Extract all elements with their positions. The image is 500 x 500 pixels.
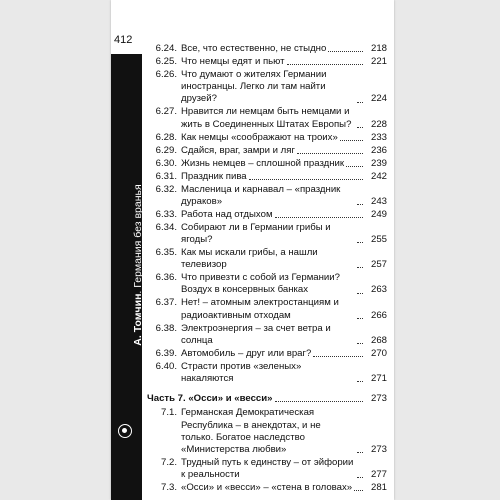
toc-entry-page: 239 <box>370 157 387 169</box>
toc-entry-number: 6.31. <box>155 170 177 182</box>
running-title <box>129 54 147 476</box>
toc-entry-body <box>181 171 387 183</box>
toc-entry-title: Все, что естественно, не стыдно <box>181 43 327 54</box>
toc-entry-number: 6.35. <box>155 247 177 259</box>
leader-dots <box>357 476 363 478</box>
publisher-mark-icon <box>118 424 132 438</box>
running-title-book: Германия без вранья <box>132 184 144 288</box>
toc-entries-list <box>147 43 387 385</box>
toc-entry-number: 7.2. <box>160 457 177 469</box>
toc-entry-page: 249 <box>370 208 387 220</box>
running-title-author: А. Томчин <box>132 293 144 346</box>
toc-entry <box>147 43 387 55</box>
part-heading-label: Часть 7. «Осси» и «весси» <box>147 393 273 405</box>
toc-entry-number: 6.33. <box>155 208 177 220</box>
toc-entry-number: 6.28. <box>155 131 177 143</box>
leader-dots <box>357 126 363 128</box>
leader-dots <box>340 139 363 141</box>
toc-entry-title: Собирают ли в Германии грибы и ягоды? <box>181 221 331 246</box>
toc-entry-title: Жизнь немцев – сплошной праздник <box>181 157 345 169</box>
toc-entry-page: 271 <box>370 373 387 385</box>
leader-dots <box>346 165 363 167</box>
toc-entry-body <box>181 407 387 456</box>
toc-entry <box>147 272 387 296</box>
toc-entry-body <box>181 297 387 321</box>
toc-entry-page: 255 <box>370 234 387 246</box>
toc-entry-title: Трудный путь к единству – от эйфории к реальности <box>181 457 354 481</box>
leader-dots <box>357 451 363 453</box>
toc-entry-title: Что привезти с собой из Германии? Воздух в консервных банках <box>181 272 340 296</box>
toc-entry-title: Нравится ли немцам быть немцами и жить в Соединенных Штатах Европы? <box>181 106 352 130</box>
toc-entry <box>147 247 387 271</box>
toc-entry <box>147 323 387 347</box>
toc-entry-number: 6.27. <box>155 106 177 118</box>
toc-entry <box>147 482 387 494</box>
toc-entry-page: 268 <box>370 334 387 346</box>
toc-entry-title: Как мы искали грибы, а нашли телевизор <box>181 247 318 271</box>
toc-entry <box>147 69 387 106</box>
toc-entry-title: Масленица и карнавал – «праздник дураков» <box>181 183 341 207</box>
toc-entry-page: 257 <box>370 259 387 271</box>
book-page <box>111 0 394 500</box>
leader-dots <box>357 241 363 243</box>
toc-entry-title: Как немцы «соображают на троих» <box>181 131 338 143</box>
toc-entry-title: «Осси» и «весси» – «стена в головах» <box>181 482 353 494</box>
leader-dots <box>275 400 364 402</box>
toc-entry-number: 6.26. <box>155 69 177 80</box>
leader-dots <box>328 50 363 52</box>
toc-entry-page: 277 <box>370 469 387 481</box>
toc-entry-title: Автомобиль – друг или враг? <box>181 347 312 359</box>
toc-entry <box>147 145 387 157</box>
toc-entry-body <box>181 361 387 385</box>
leader-dots <box>357 380 363 382</box>
toc-entry-page: 228 <box>370 118 387 130</box>
toc-entry-number: 6.37. <box>155 297 177 309</box>
toc-entry <box>147 407 387 456</box>
toc-entry-number: 6.34. <box>155 221 177 233</box>
toc-entry-page: 270 <box>370 347 387 359</box>
toc-entry-page: 273 <box>370 444 387 456</box>
toc-entry-number: 6.29. <box>155 144 177 156</box>
toc-entry-title: Праздник пива <box>181 170 247 182</box>
toc-entry <box>147 361 387 385</box>
part-entries-list <box>147 407 387 494</box>
leader-dots <box>313 355 363 357</box>
leader-dots <box>357 101 363 103</box>
toc-entry-body <box>181 132 387 144</box>
toc-entry-body <box>181 158 387 170</box>
leader-dots <box>354 489 363 491</box>
toc-entry-page: 233 <box>370 131 387 143</box>
table-of-contents <box>147 43 387 495</box>
toc-entry-number: 7.3. <box>160 482 177 494</box>
toc-entry-number: 6.36. <box>155 272 177 284</box>
toc-entry-page: 242 <box>370 170 387 182</box>
part-heading-page: 273 <box>370 393 387 405</box>
toc-entry <box>147 457 387 481</box>
toc-entry-body <box>181 457 387 481</box>
toc-entry-number: 6.24. <box>155 43 177 54</box>
leader-dots <box>357 317 363 319</box>
leader-dots <box>249 178 363 180</box>
toc-entry-title: Нет! – атомным электростанциям и радиоактивным отходам <box>181 297 339 321</box>
toc-entry-number: 6.40. <box>155 360 177 372</box>
toc-entry-number: 6.39. <box>155 347 177 359</box>
toc-entry-number: 6.38. <box>155 322 177 334</box>
toc-entry-body <box>181 43 387 55</box>
toc-entry <box>147 158 387 170</box>
toc-entry-page: 224 <box>370 93 387 105</box>
toc-entry-body <box>181 247 387 271</box>
toc-entry-title: Сдайся, враг, замри и ляг <box>181 144 295 156</box>
toc-entry-title: Германская Демократическая Республика – в анекдотах, и не только. Богатое наследство «Министерства любви» <box>181 407 321 456</box>
toc-entry-title: Что немцы едят и пьют <box>181 56 285 67</box>
leader-dots <box>297 152 363 154</box>
leader-dots <box>357 203 363 205</box>
toc-entry-body <box>181 184 387 208</box>
toc-entry-body <box>181 145 387 157</box>
toc-entry-body <box>181 56 387 68</box>
toc-entry <box>147 184 387 208</box>
toc-entry-title: Электроэнергия – за счет ветра и солнца <box>181 322 331 346</box>
toc-entry-page: 266 <box>370 309 387 321</box>
toc-entry <box>147 132 387 144</box>
toc-entry-title: Что думают о жителях Германии иностранцы. Легко ли там найти друзей? <box>181 69 327 105</box>
toc-entry-body <box>181 323 387 347</box>
leader-dots <box>357 292 363 294</box>
toc-entry-page: 221 <box>370 56 387 67</box>
toc-entry-body <box>181 222 387 246</box>
toc-entry-page: 281 <box>370 482 387 494</box>
toc-entry <box>147 222 387 246</box>
toc-entry-title: Работа над отдыхом <box>181 208 273 220</box>
leader-dots <box>357 266 363 268</box>
toc-entry-page: 218 <box>370 43 387 54</box>
toc-entry-page: 243 <box>370 195 387 207</box>
toc-entry-number: 6.25. <box>155 56 177 67</box>
toc-entry-number: 6.30. <box>155 157 177 169</box>
page-number: 412 <box>114 34 133 46</box>
toc-entry <box>147 348 387 360</box>
toc-entry-number: 7.1. <box>160 407 177 419</box>
toc-entry-page: 263 <box>370 284 387 296</box>
toc-entry-page: 236 <box>370 144 387 156</box>
toc-entry-body <box>181 209 387 221</box>
toc-entry-number: 6.32. <box>155 183 177 195</box>
toc-entry <box>147 297 387 321</box>
toc-entry-body <box>181 69 387 106</box>
toc-entry-body <box>181 348 387 360</box>
toc-entry <box>147 171 387 183</box>
toc-entry <box>147 106 387 130</box>
toc-entry <box>147 56 387 68</box>
leader-dots <box>275 216 363 218</box>
toc-entry-body <box>181 106 387 130</box>
toc-entry-body <box>181 272 387 296</box>
toc-entry <box>147 209 387 221</box>
running-title-separator: . <box>132 287 144 294</box>
leader-dots <box>357 342 363 344</box>
leader-dots <box>287 63 363 65</box>
toc-entry-title: Страсти против «зеленых» накаляются <box>181 360 302 385</box>
part-heading <box>147 393 387 405</box>
toc-entry-body <box>181 482 387 494</box>
